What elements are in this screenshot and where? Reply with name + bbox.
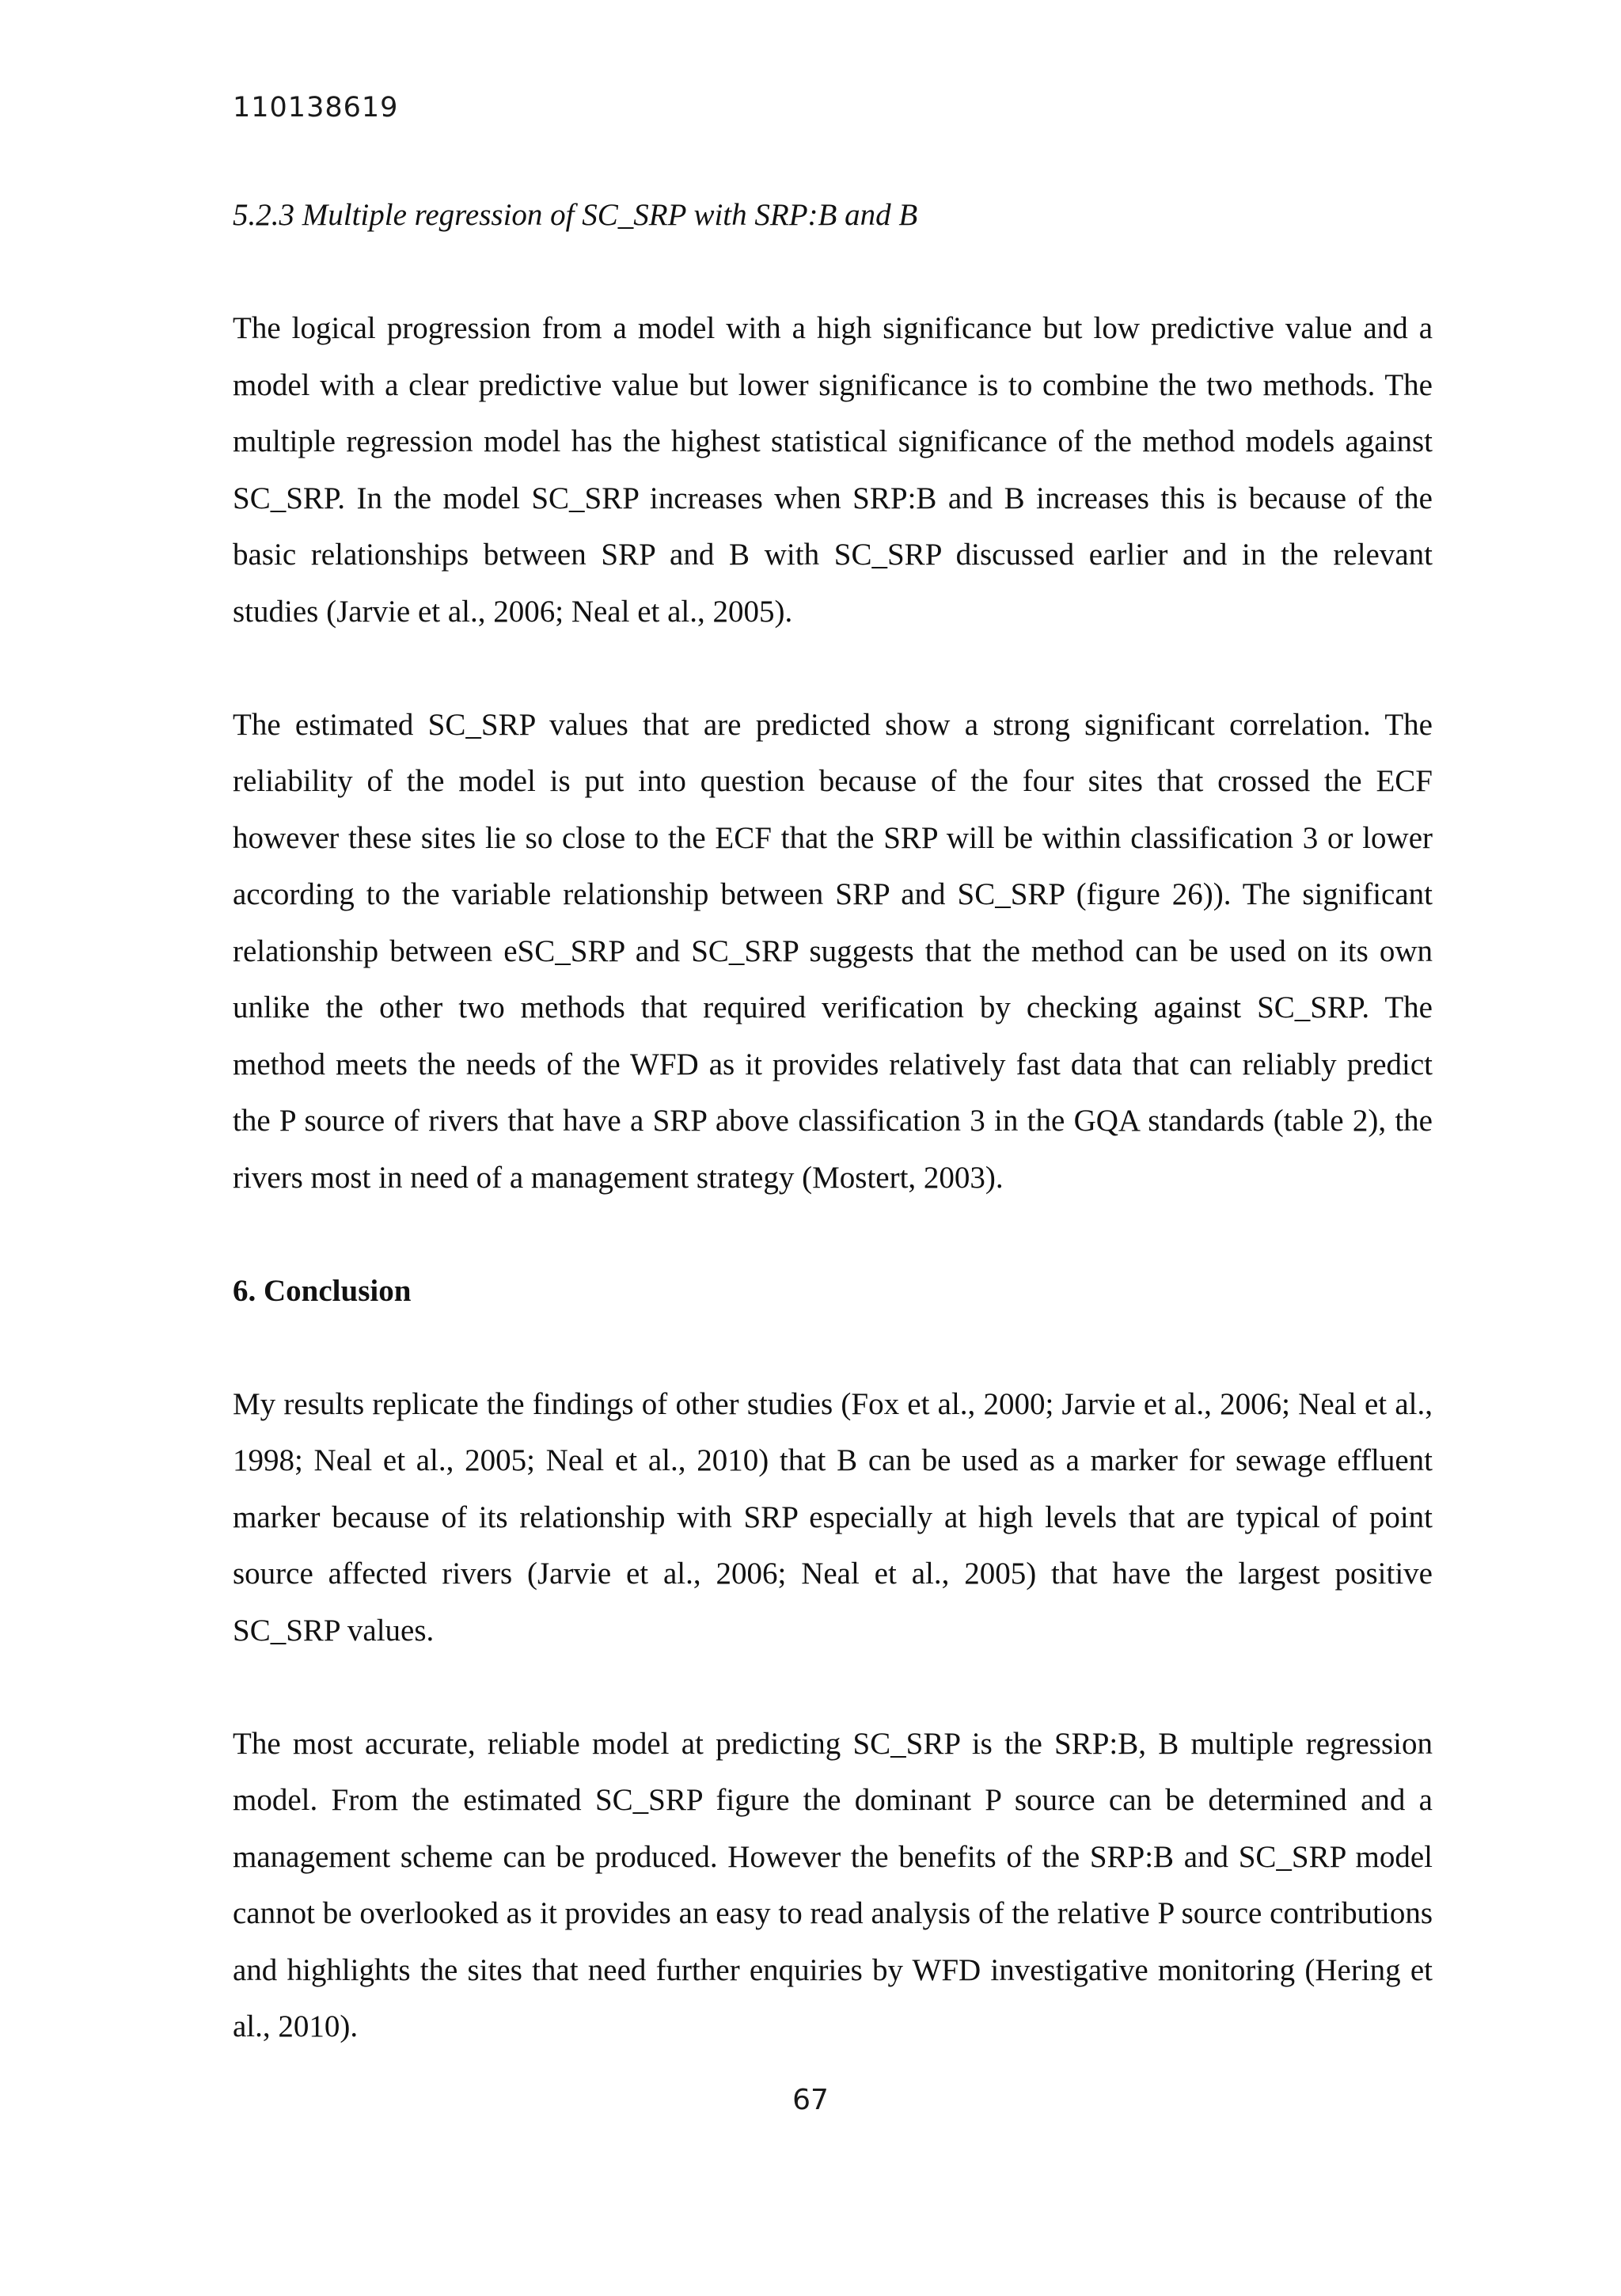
- section-heading: 5.2.3 Multiple regression of SC_SRP with SRP:B and B: [233, 198, 918, 232]
- chapter-heading: 6. Conclusion: [233, 1273, 412, 1308]
- paragraph: The estimated SC_SRP values that are predicted show a strong significant correlation. The reliability of the model is put into question because of the four sites that crossed the ECF however these sites lie so close to the ECF that the SRP will be within classification 3 or lower according to the variable relationship between SRP and SC_SRP (figure 26)). The significant relationship between eSC_SRP and SC_SRP suggests that the method can be used on its own unlike the other two methods that required verification by checking against SC_SRP. The method meets the needs of the WFD as it provides relatively fast data that can reliably predict the P source of rivers that have a SRP above classification 3 in the GQA standards (table 2), the rivers most in need of a management strategy (Mostert, 2003).: [233, 707, 1433, 1195]
- paragraph: My results replicate the findings of other studies (Fox et al., 2000; Jarvie et al., 2006; Neal et al., 1998; Neal et al., 2005; Neal et al., 2010) that B can be used as a marker for sewage effluent marker because of its relationship with SRP especially at high levels that are typical of point source affected rivers (Jarvie et al., 2006; Neal et al., 2005) that have the largest positive SC_SRP values.: [233, 1386, 1433, 1648]
- student-id-header: 110138619: [233, 92, 399, 124]
- paragraph: The logical progression from a model with a high significance but low predictive value and a model with a clear predictive value but lower significance is to combine the two methods. The multiple regression model has the highest statistical significance of the method models against SC_SRP. In the model SC_SRP increases when SRP:B and B increases this is because of the basic relationships between SRP and B with SC_SRP discussed earlier and in the relevant studies (Jarvie et al., 2006; Neal et al., 2005).: [233, 311, 1433, 629]
- page-number: 67: [792, 2084, 829, 2116]
- paragraph: The most accurate, reliable model at predicting SC_SRP is the SRP:B, B multiple regression model. From the estimated SC_SRP figure the dominant P source can be determined and a management scheme can be produced. However the benefits of the SRP:B and SC_SRP model cannot be overlooked as it provides an easy to read analysis of the relative P source contributions and highlights the sites that need further enquiries by WFD investigative monitoring (Hering et al., 2010).: [233, 1726, 1433, 2043]
- page-content: [233, 187, 1433, 2055]
